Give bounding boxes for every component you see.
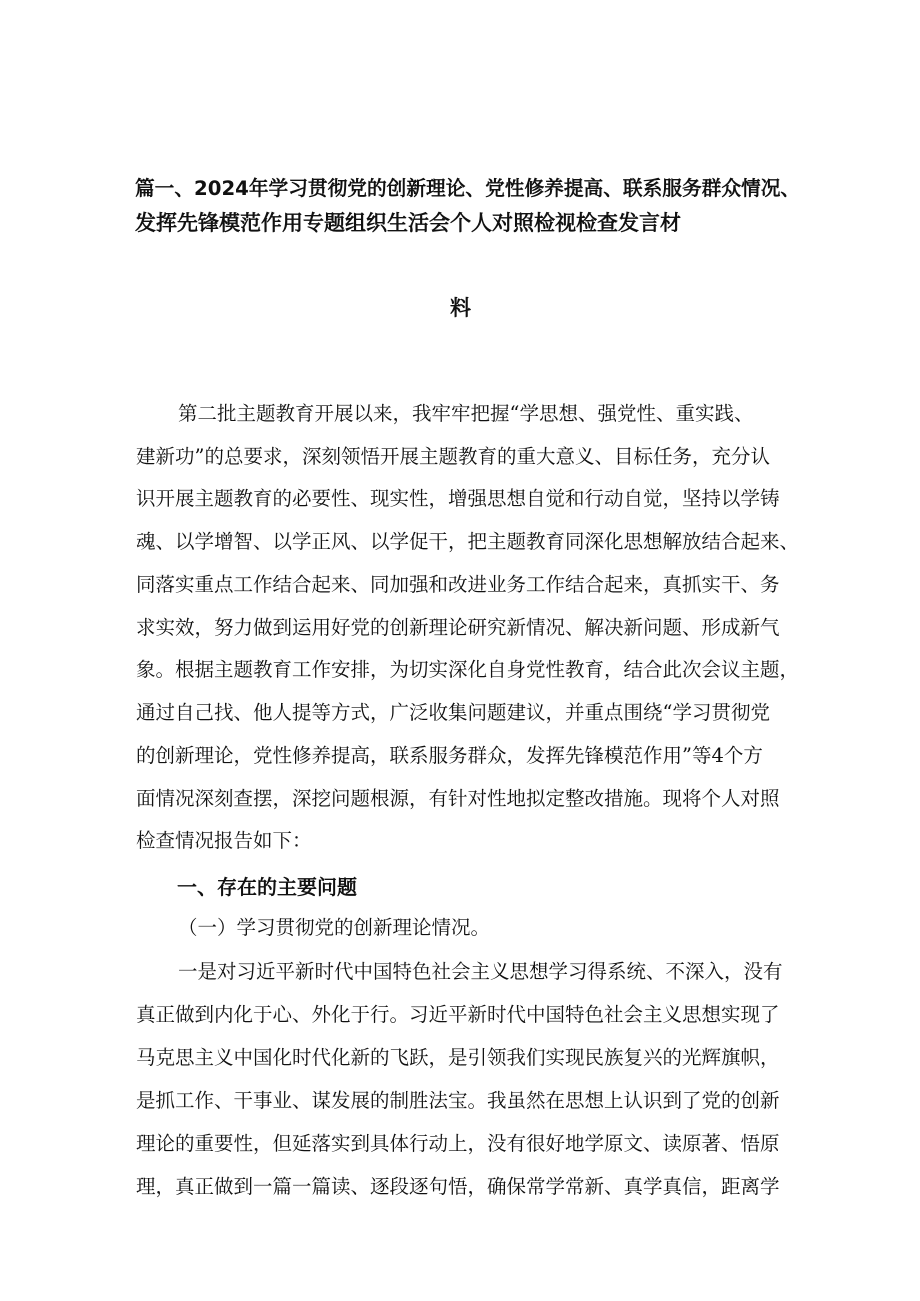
intro-line: 建新功”的总要求，深刻领悟开展主题教育的重大意义、目标任务，充分认 — [136, 445, 770, 468]
subsection-heading: （一）学习贯彻党的创新理论情况。 — [178, 916, 491, 939]
intro-line: 魂、以学增智、以学正风、以学促干，把主题教育同深化思想解放结合起来、 — [136, 530, 800, 553]
body-line: 真正做到内化于心、外化于行。习近平新时代中国特色社会主义思想实现了 — [136, 1003, 780, 1026]
intro-line: 的创新理论，党性修养提高，联系服务群众，发挥先锋模范作用”等4个方 — [136, 744, 763, 767]
body-line: 是抓工作、干事业、谋发展的制胜法宝。我虽然在思想上认识到了党的创新 — [136, 1089, 780, 1112]
intro-line: 第二批主题教育开展以来，我牢牢把握“学思想、强党性、重实践、 — [178, 402, 754, 425]
body-line: 马克思主义中国化时代化新的飞跃，是引领我们实现民族复兴的光辉旗帜， — [136, 1046, 780, 1069]
intro-line: 同落实重点工作结合起来、同加强和改进业务工作结合起来，真抓实干、务 — [136, 573, 780, 596]
body-line: 理论的重要性，但延落实到具体行动上，没有很好地学原文、读原著、悟原 — [136, 1132, 780, 1155]
body-line: 一是对习近平新时代中国特色社会主义思想学习得系统、不深入，没有 — [178, 960, 783, 983]
body-line: 理，真正做到一篇一篇读、逐段逐句悟，确保常学常新、真学真信，距离学 — [136, 1175, 780, 1198]
intro-line: 象。根据主题教育工作安排，为切实深化自身党性教育，结合此次会议主题， — [136, 658, 800, 681]
intro-line: 面情况深刻查摆，深挖问题根源，有针对性地拟定整改措施。现将个人对照 — [136, 787, 780, 810]
document-title-line-3: 料 — [450, 296, 471, 320]
section-heading: 一、存在的主要问题 — [177, 875, 357, 899]
document-title-line-1: 篇一、2024年学习贯彻党的创新理论、党性修养提高、联系服务群众情况、 — [135, 177, 801, 200]
intro-line: 检查情况报告如下： — [136, 829, 312, 852]
intro-line: 识开展主题教育的必要性、现实性，增强思想自觉和行动自觉，坚持以学铸 — [136, 487, 780, 510]
document-title-line-2: 发挥先锋模范作用专题组织生活会个人对照检视检查发言材 — [135, 211, 681, 235]
intro-line: 求实效，努力做到运用好党的创新理论研究新情况、解决新问题、形成新气 — [136, 616, 780, 639]
intro-line: 通过自己找、他人提等方式，广泛收集问题建议，并重点围绕“学习贯彻党 — [136, 701, 770, 724]
